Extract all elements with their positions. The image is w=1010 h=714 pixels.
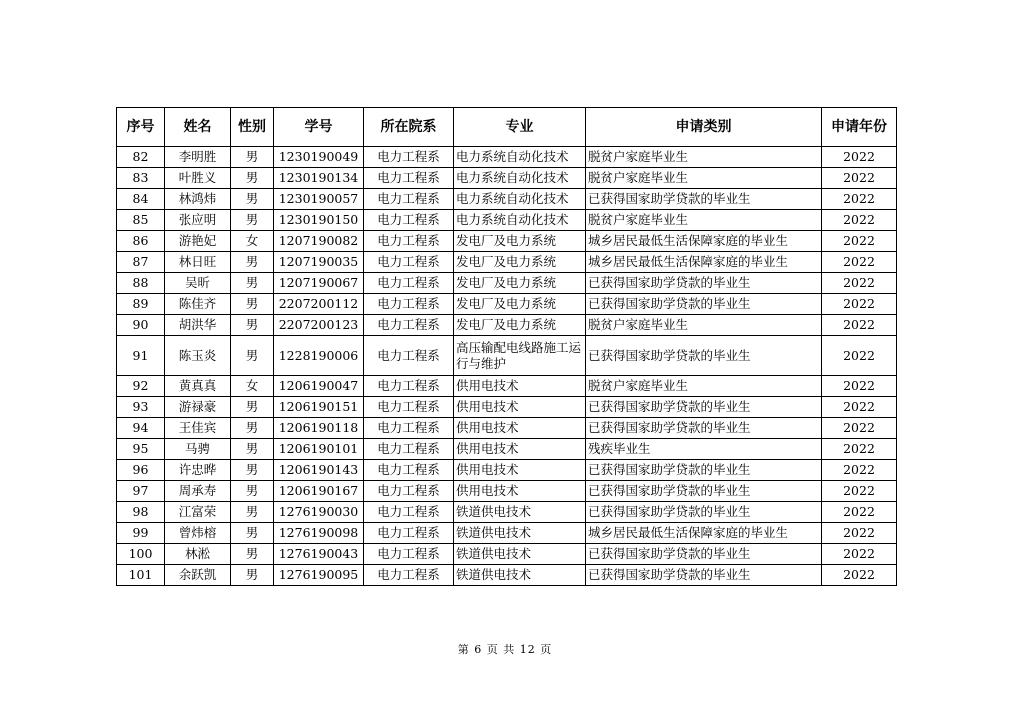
cell-department: 电力工程系 [364,544,454,565]
cell-index: 82 [117,147,165,168]
cell-student-id: 1276190030 [274,502,364,523]
cell-name: 江富荣 [165,502,231,523]
cell-category: 脱贫户家庭毕业生 [586,315,822,336]
table-row [117,565,897,586]
cell-major: 铁道供电技术 [454,502,586,523]
cell-student-id: 1230190049 [274,147,364,168]
cell-student-id: 1276190098 [274,523,364,544]
cell-year: 2022 [822,252,897,273]
cell-major: 供用电技术 [454,376,586,397]
cell-department: 电力工程系 [364,168,454,189]
cell-department: 电力工程系 [364,376,454,397]
cell-category: 残疾毕业生 [586,439,822,460]
cell-index: 88 [117,273,165,294]
cell-department: 电力工程系 [364,336,454,376]
cell-gender: 男 [231,523,274,544]
cell-name: 许忠晔 [165,460,231,481]
cell-major: 铁道供电技术 [454,565,586,586]
cell-gender: 男 [231,210,274,231]
cell-major: 供用电技术 [454,481,586,502]
cell-gender: 男 [231,252,274,273]
cell-student-id: 1207190067 [274,273,364,294]
cell-major: 高压输配电线路施工运行与维护 [454,336,586,376]
cell-student-id: 1206190047 [274,376,364,397]
cell-student-id: 1276190095 [274,565,364,586]
table-row [117,502,897,523]
cell-year: 2022 [822,189,897,210]
cell-name: 曾炜榕 [165,523,231,544]
cell-gender: 女 [231,376,274,397]
table-row [117,294,897,315]
cell-year: 2022 [822,294,897,315]
cell-major: 发电厂及电力系统 [454,231,586,252]
cell-department: 电力工程系 [364,481,454,502]
cell-index: 92 [117,376,165,397]
cell-category: 已获得国家助学贷款的毕业生 [586,189,822,210]
table-row [117,336,897,376]
table-row [117,147,897,168]
header-index: 序号 [117,108,165,147]
cell-year: 2022 [822,336,897,376]
cell-student-id: 1206190101 [274,439,364,460]
applicant-table [116,107,897,586]
cell-major: 铁道供电技术 [454,544,586,565]
cell-name: 吴昕 [165,273,231,294]
cell-student-id: 1276190043 [274,544,364,565]
cell-major: 电力系统自动化技术 [454,168,586,189]
cell-index: 85 [117,210,165,231]
cell-department: 电力工程系 [364,147,454,168]
cell-index: 97 [117,481,165,502]
cell-major: 供用电技术 [454,418,586,439]
cell-year: 2022 [822,231,897,252]
table-row [117,210,897,231]
cell-name: 周承寿 [165,481,231,502]
cell-category: 城乡居民最低生活保障家庭的毕业生 [586,523,822,544]
cell-department: 电力工程系 [364,502,454,523]
cell-year: 2022 [822,502,897,523]
cell-major: 铁道供电技术 [454,523,586,544]
cell-department: 电力工程系 [364,273,454,294]
cell-gender: 男 [231,147,274,168]
cell-category: 已获得国家助学贷款的毕业生 [586,336,822,376]
cell-major: 发电厂及电力系统 [454,294,586,315]
cell-department: 电力工程系 [364,460,454,481]
cell-name: 叶胜义 [165,168,231,189]
cell-student-id: 1206190167 [274,481,364,502]
cell-student-id: 2207200112 [274,294,364,315]
cell-department: 电力工程系 [364,189,454,210]
table-row [117,376,897,397]
cell-department: 电力工程系 [364,252,454,273]
header-year: 申请年份 [822,108,897,147]
cell-major: 发电厂及电力系统 [454,273,586,294]
cell-index: 89 [117,294,165,315]
cell-year: 2022 [822,544,897,565]
header-name: 姓名 [165,108,231,147]
cell-major: 发电厂及电力系统 [454,252,586,273]
cell-name: 陈佳齐 [165,294,231,315]
cell-index: 93 [117,397,165,418]
cell-department: 电力工程系 [364,418,454,439]
cell-year: 2022 [822,147,897,168]
cell-major: 供用电技术 [454,439,586,460]
cell-student-id: 1230190150 [274,210,364,231]
cell-major: 发电厂及电力系统 [454,315,586,336]
cell-gender: 男 [231,418,274,439]
cell-gender: 男 [231,294,274,315]
header-student-id: 学号 [274,108,364,147]
cell-gender: 男 [231,502,274,523]
cell-year: 2022 [822,523,897,544]
table-row [117,189,897,210]
cell-category: 已获得国家助学贷款的毕业生 [586,460,822,481]
cell-index: 94 [117,418,165,439]
cell-index: 84 [117,189,165,210]
cell-year: 2022 [822,315,897,336]
cell-gender: 男 [231,273,274,294]
cell-gender: 男 [231,168,274,189]
cell-name: 林淞 [165,544,231,565]
cell-gender: 男 [231,397,274,418]
table-row [117,168,897,189]
cell-name: 胡洪华 [165,315,231,336]
cell-name: 王佳宾 [165,418,231,439]
cell-major: 供用电技术 [454,397,586,418]
table-header-row [117,108,897,147]
cell-year: 2022 [822,460,897,481]
cell-department: 电力工程系 [364,523,454,544]
cell-gender: 男 [231,565,274,586]
cell-year: 2022 [822,210,897,231]
table-row [117,315,897,336]
header-department: 所在院系 [364,108,454,147]
cell-department: 电力工程系 [364,210,454,231]
cell-year: 2022 [822,376,897,397]
table-row [117,460,897,481]
cell-index: 83 [117,168,165,189]
table-row [117,544,897,565]
header-category: 申请类别 [586,108,822,147]
table-row [117,252,897,273]
cell-category: 脱贫户家庭毕业生 [586,210,822,231]
cell-department: 电力工程系 [364,231,454,252]
cell-student-id: 2207200123 [274,315,364,336]
table-body [117,147,897,586]
cell-category: 脱贫户家庭毕业生 [586,147,822,168]
cell-gender: 男 [231,481,274,502]
cell-gender: 男 [231,439,274,460]
cell-name: 黄真真 [165,376,231,397]
cell-name: 林日旺 [165,252,231,273]
cell-student-id: 1207190082 [274,231,364,252]
cell-index: 100 [117,544,165,565]
cell-student-id: 1230190057 [274,189,364,210]
cell-department: 电力工程系 [364,439,454,460]
cell-gender: 男 [231,544,274,565]
table-row [117,523,897,544]
cell-category: 已获得国家助学贷款的毕业生 [586,502,822,523]
cell-department: 电力工程系 [364,294,454,315]
cell-student-id: 1230190134 [274,168,364,189]
cell-major: 电力系统自动化技术 [454,147,586,168]
cell-name: 张应明 [165,210,231,231]
cell-year: 2022 [822,168,897,189]
cell-category: 已获得国家助学贷款的毕业生 [586,294,822,315]
cell-gender: 女 [231,231,274,252]
cell-student-id: 1206190151 [274,397,364,418]
cell-gender: 男 [231,315,274,336]
cell-category: 已获得国家助学贷款的毕业生 [586,481,822,502]
cell-category: 城乡居民最低生活保障家庭的毕业生 [586,252,822,273]
cell-year: 2022 [822,273,897,294]
cell-year: 2022 [822,481,897,502]
cell-category: 已获得国家助学贷款的毕业生 [586,273,822,294]
cell-index: 96 [117,460,165,481]
cell-name: 李明胜 [165,147,231,168]
table-row [117,481,897,502]
table-row [117,397,897,418]
cell-category: 已获得国家助学贷款的毕业生 [586,418,822,439]
cell-gender: 男 [231,460,274,481]
cell-year: 2022 [822,565,897,586]
cell-student-id: 1206190118 [274,418,364,439]
cell-name: 游艳妃 [165,231,231,252]
cell-department: 电力工程系 [364,397,454,418]
cell-year: 2022 [822,418,897,439]
cell-category: 已获得国家助学贷款的毕业生 [586,565,822,586]
cell-major: 电力系统自动化技术 [454,189,586,210]
cell-index: 90 [117,315,165,336]
cell-name: 陈玉炎 [165,336,231,376]
table-row [117,273,897,294]
cell-index: 95 [117,439,165,460]
cell-category: 城乡居民最低生活保障家庭的毕业生 [586,231,822,252]
cell-student-id: 1228190006 [274,336,364,376]
cell-major: 电力系统自动化技术 [454,210,586,231]
table-row [117,439,897,460]
header-gender: 性别 [231,108,274,147]
cell-gender: 男 [231,189,274,210]
cell-name: 余跃凯 [165,565,231,586]
cell-category: 已获得国家助学贷款的毕业生 [586,397,822,418]
cell-index: 101 [117,565,165,586]
cell-department: 电力工程系 [364,315,454,336]
cell-index: 99 [117,523,165,544]
table-row [117,231,897,252]
cell-year: 2022 [822,439,897,460]
table-row [117,418,897,439]
page-footer: 第 6 页 共 12 页 [457,643,553,656]
cell-category: 脱贫户家庭毕业生 [586,376,822,397]
cell-category: 已获得国家助学贷款的毕业生 [586,544,822,565]
cell-year: 2022 [822,397,897,418]
cell-gender: 男 [231,336,274,376]
cell-index: 91 [117,336,165,376]
cell-name: 马骋 [165,439,231,460]
cell-major: 供用电技术 [454,460,586,481]
header-major: 专业 [454,108,586,147]
cell-department: 电力工程系 [364,565,454,586]
cell-index: 86 [117,231,165,252]
cell-index: 87 [117,252,165,273]
cell-student-id: 1207190035 [274,252,364,273]
cell-student-id: 1206190143 [274,460,364,481]
cell-name: 林鸿炜 [165,189,231,210]
cell-name: 游禄豪 [165,397,231,418]
cell-index: 98 [117,502,165,523]
cell-category: 脱贫户家庭毕业生 [586,168,822,189]
